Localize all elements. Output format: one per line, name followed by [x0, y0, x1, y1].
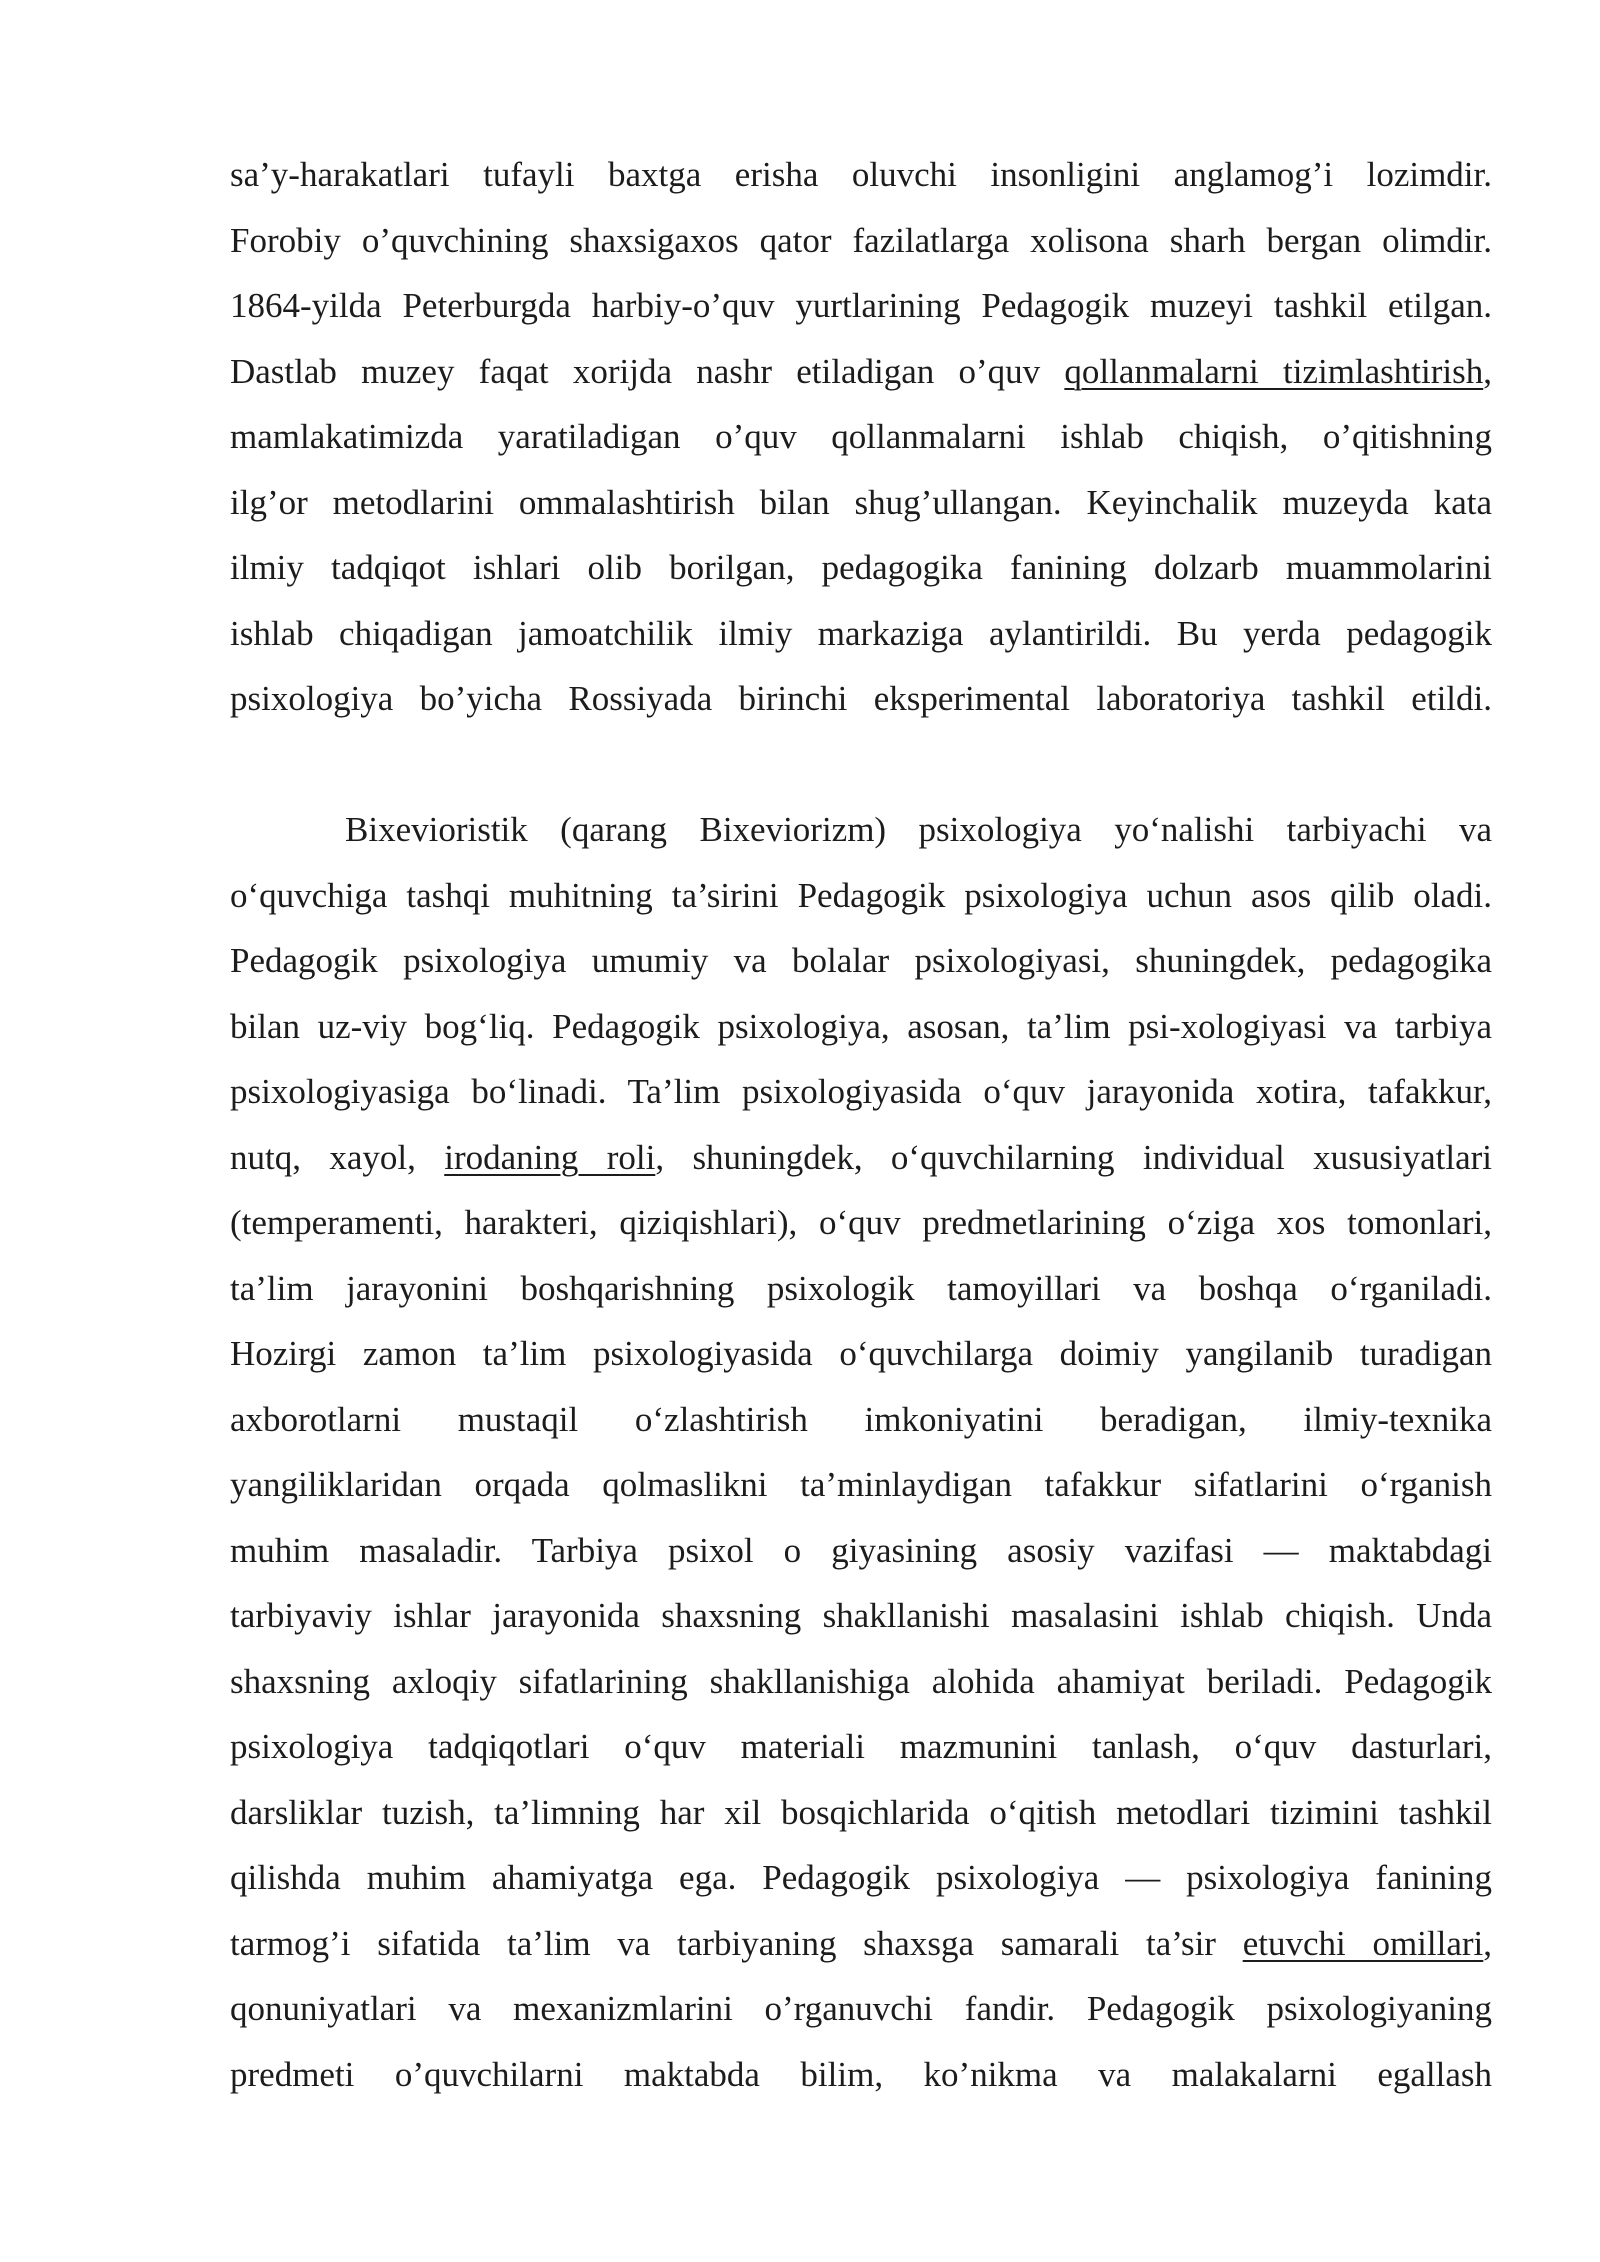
underlined-link[interactable]: etuvchi omillari: [1242, 1923, 1484, 1963]
text-line: o‘quvchiga tashqi muhitning ta’sirini Pedagogik psixologiya uchun asos qilib oladi.: [230, 875, 1492, 915]
text-segment: , shuningdek, o‘quvchilarning individual xususiyatlari: [655, 1137, 1492, 1177]
text-segment: tarmog’i sifatida ta’lim va tarbiyaning shaxsga samarali ta’sir: [230, 1923, 1243, 1963]
text-line: Pedagogik psixologiya umumiy va bolalar psixologiyasi, shuningdek, pedagogika: [230, 941, 1492, 980]
text-line: [230, 1911, 1492, 1977]
text-segment: nutq, xayol,: [230, 1137, 445, 1177]
text-line: ta’lim jarayonini boshqarishning psixologik tamoyillari va boshqa o‘rganiladi.: [230, 1268, 1492, 1308]
text-line: bilan uz-viy bog‘liq. Pedagogik psixologiya, asosan, ta’lim psi-xologiyasi va tarbiya: [230, 1006, 1492, 1046]
text-line: muhim masaladir. Tarbiya psixol o giyasining asosiy vazifasi — maktabdagi: [230, 1530, 1492, 1570]
text-segment: ,: [1483, 1923, 1492, 1963]
text-line: darsliklar tuzish, ta’limning har xil bosqichlarida o‘qitish metodlari tizimini tashkil: [230, 1792, 1492, 1832]
text-line: psixologiya bo’yicha Rossiyada birinchi eksperimental laboratoriya tashkil etildi.: [230, 679, 1492, 718]
text-segment: ,: [1483, 351, 1492, 391]
text-line: psixologiya tadqiqotlari o‘quv materiali mazmunini tanlash, o‘quv dasturlari,: [230, 1727, 1492, 1766]
text-line: mamlakatimizda yaratiladigan o’quv qollanmalarni ishlab chiqish, o’qitishning: [230, 417, 1492, 456]
text-line: psixologiyasiga bo‘linadi. Ta’lim psixologiyasida o‘quv jarayonida xotira, tafakkur,: [230, 1072, 1492, 1111]
text-line: qilishda muhim ahamiyatga ega. Pedagogik psixologiya — psixologiya fanining: [230, 1858, 1492, 1897]
paragraph-2: [230, 797, 1492, 2107]
text-line: [230, 339, 1492, 405]
text-line: (temperamenti, harakteri, qiziqishlari), o‘quv predmetlarining o‘ziga xos tomonlari,: [230, 1203, 1492, 1242]
paragraph-1: [230, 142, 1492, 732]
text-line: ilmiy tadqiqot ishlari olib borilgan, pedagogika fanining dolzarb muammolarini: [230, 548, 1492, 587]
text-line: sa’y-harakatlari tufayli baxtga erisha oluvchi insonligini anglamog’i lozimdir.: [230, 155, 1492, 194]
underlined-link[interactable]: irodaning roli: [444, 1137, 656, 1177]
text-line: Bixevioristik (qarang Bixeviorizm) psixologiya yo‘nalishi tarbiyachi va: [345, 810, 1492, 849]
text-line: 1864-yilda Peterburgda harbiy-o’quv yurtlarining Pedagogik muzeyi tashkil etilgan.: [230, 286, 1492, 325]
text-line: axborotlarni mustaqil o‘zlashtirish imkoniyatini beradigan, ilmiy-texnika: [230, 1399, 1492, 1439]
text-line: tarbiyaviy ishlar jarayonida shaxsning shakllanishi masalasini ishlab chiqish. Unda: [230, 1596, 1492, 1635]
text-line: Forobiy o’quvchining shaxsigaxos qator fazilatlarga xolisona sharh bergan olimdir.: [230, 220, 1492, 260]
text-line: ishlab chiqadigan jamoatchilik ilmiy markaziga aylantirildi. Bu yerda pedagogik: [230, 613, 1492, 653]
text-line: shaxsning axloqiy sifatlarining shakllanishiga alohida ahamiyat beriladi. Pedagogik: [230, 1661, 1492, 1701]
text-line: predmeti o’quvchilarni maktabda bilim, ko’nikma va malakalarni egallash: [230, 2054, 1492, 2094]
text-line: ilg’or metodlarini ommalashtirish bilan shug’ullangan. Keyinchalik muzeyda kata: [230, 482, 1492, 522]
text-line: qonuniyatlari va mexanizmlarini o’rganuvchi fandir. Pedagogik psixologiyaning: [230, 1989, 1492, 2028]
text-line: yangiliklaridan orqada qolmaslikni ta’minlaydigan tafakkur sifatlarini o‘rganish: [230, 1465, 1492, 1504]
text-line: [230, 1125, 1492, 1191]
underlined-link[interactable]: qollanmalarni tizimlashtirish: [1064, 351, 1484, 391]
text-segment: Dastlab muzey faqat xorijda nashr etiladigan o’quv: [230, 351, 1065, 391]
text-line: Hozirgi zamon ta’lim psixologiyasida o‘quvchilarga doimiy yangilanib turadigan: [230, 1334, 1492, 1373]
